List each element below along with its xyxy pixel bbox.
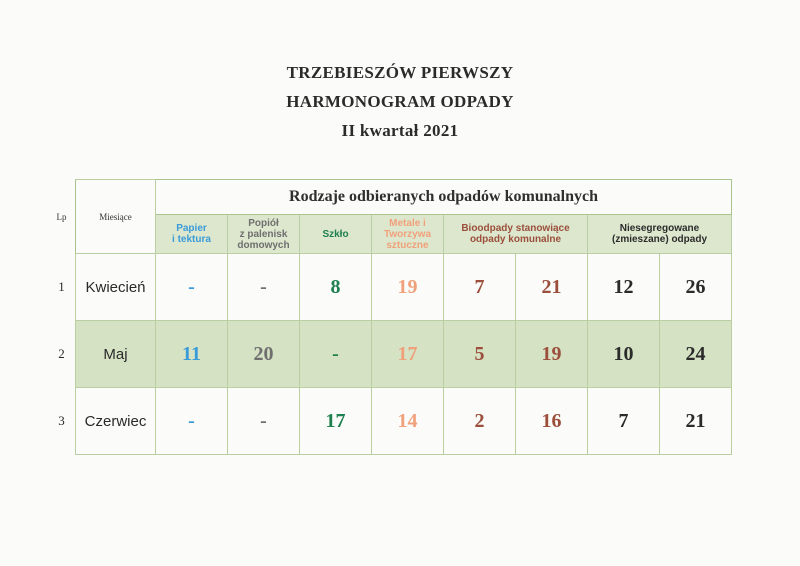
category-metale: Metale i Tworzywa sztuczne <box>372 215 444 254</box>
bio-date-2: 19 <box>516 321 588 388</box>
bio-date-1: 7 <box>444 254 516 321</box>
table-row <box>48 254 732 321</box>
category-szklo: Szkło <box>300 215 372 254</box>
month-header: Miesiące <box>76 180 156 254</box>
document-title-block <box>0 58 800 145</box>
szklo-date: - <box>300 321 372 388</box>
metale-date: 19 <box>372 254 444 321</box>
papier-date: - <box>156 388 228 455</box>
niesegr-date-1: 10 <box>588 321 660 388</box>
category-niesegregowane: Niesegregowane (zmieszane) odpady <box>588 215 732 254</box>
month-cell: Kwiecień <box>76 254 156 321</box>
waste-types-header: Rodzaje odbieranych odpadów komunalnych <box>156 180 732 215</box>
bio-date-2: 21 <box>516 254 588 321</box>
popiol-date: - <box>228 388 300 455</box>
bio-date-2: 16 <box>516 388 588 455</box>
metale-date: 14 <box>372 388 444 455</box>
papier-date: - <box>156 254 228 321</box>
row-number: 3 <box>58 413 65 428</box>
row-number: 1 <box>58 279 65 294</box>
table-row <box>48 388 732 455</box>
month-cell: Czerwiec <box>76 388 156 455</box>
papier-date: 11 <box>156 321 228 388</box>
month-cell: Maj <box>76 321 156 388</box>
niesegr-date-2: 26 <box>660 254 732 321</box>
niesegr-date-1: 12 <box>588 254 660 321</box>
quarter-label: II kwartał 2021 <box>341 121 459 140</box>
table-row <box>48 321 732 388</box>
schedule-title: HARMONOGRAM ODPADY <box>286 92 514 111</box>
waste-schedule-table <box>48 179 732 455</box>
row-number: 2 <box>58 346 65 361</box>
szklo-date: 17 <box>300 388 372 455</box>
niesegr-date-1: 7 <box>588 388 660 455</box>
popiol-date: - <box>228 254 300 321</box>
village-name: TRZEBIESZÓW PIERWSZY <box>286 63 514 82</box>
category-bioodpady: Bioodpady stanowiące odpady komunalne <box>444 215 588 254</box>
niesegr-date-2: 21 <box>660 388 732 455</box>
metale-date: 17 <box>372 321 444 388</box>
popiol-date: 20 <box>228 321 300 388</box>
category-papier: Papier i tektura <box>156 215 228 254</box>
bio-date-1: 2 <box>444 388 516 455</box>
lp-header: Lp <box>56 211 67 222</box>
niesegr-date-2: 24 <box>660 321 732 388</box>
category-popiol: Popiół z palenisk domowych <box>228 215 300 254</box>
szklo-date: 8 <box>300 254 372 321</box>
bio-date-1: 5 <box>444 321 516 388</box>
